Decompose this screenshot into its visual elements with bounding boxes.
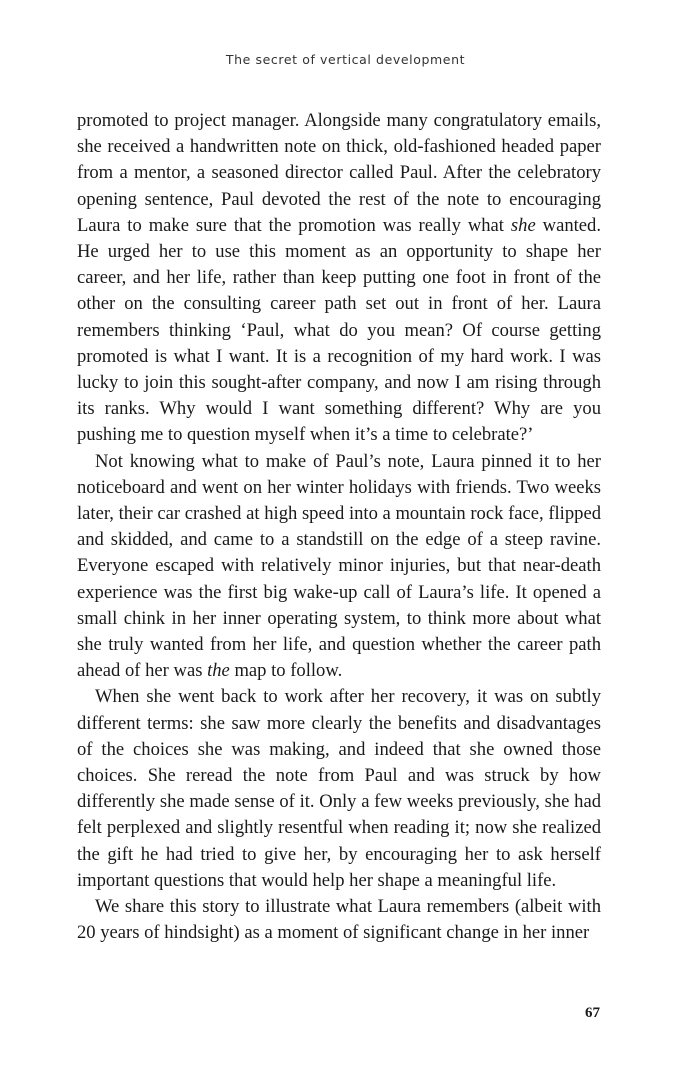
paragraph-text: promoted to project manager. Alongside many congratulatory emails, she received a handwritten note on thick, old-fashioned headed paper from a mentor, a seasoned director called Paul. After the celebratory opening sentence, Paul devoted the rest of the note to encouraging Laura to make sure that the promotion was really what bbox=[77, 110, 601, 236]
paragraph bbox=[77, 449, 601, 685]
paragraph-text: wanted. He urged her to use this moment as an opportunity to shape her career, and her life, rather than keep putting one foot in front of the other on the consulting career path set out in front of her. Laura remembers thinking ‘Paul, what do you mean? Of course getting promoted is what I want. It is a recognition of my hard work. I was lucky to join this sought-after company, and now I am rising through its ranks. Why would I want something different? Why are you pushing me to question myself when it’s a time to celebrate?’ bbox=[77, 214, 601, 446]
paragraph bbox=[77, 894, 601, 946]
body-text bbox=[77, 108, 601, 947]
running-head: The secret of vertical development bbox=[225, 52, 466, 67]
paragraph-text: map to follow. bbox=[229, 660, 343, 682]
paragraph bbox=[77, 684, 601, 894]
paragraph bbox=[77, 108, 601, 449]
paragraph-text: We share this story to illustrate what Laura remembers (albeit with 20 years of hindsight) as a moment of significant change in her inner bbox=[77, 896, 601, 944]
page-number: 67 bbox=[585, 1005, 600, 1021]
paragraph-text: Not knowing what to make of Paul’s note, Laura pinned it to her noticeboard and went on her winter holidays with friends. Two weeks later, their car crashed at high speed into a mountain rock face, flipped and skidded, and came to a standstill on the edge of a steep ravine. Everyone escaped with relatively minor injuries, but that near-death experience was the first big wake-up call of Laura’s life. It opened a small chink in her inner operating system, to think more about what she truly wanted from her life, and question whether the career path ahead of her was bbox=[77, 450, 601, 682]
emphasis: the bbox=[207, 660, 230, 682]
paragraph-text: When she went back to work after her recovery, it was on subtly different terms: she saw more clearly the benefits and disadvantages of the choices she was making, and indeed that she owned those choices. She reread the note from Paul and was struck by how differently she made sense of it. Only a few weeks previously, she had felt perplexed and slightly resentful when reading it; now she realized the gift he had tried to give her, by encouraging her to ask herself important questions that would help her shape a meaningful life. bbox=[77, 686, 601, 891]
emphasis: she bbox=[510, 214, 536, 236]
